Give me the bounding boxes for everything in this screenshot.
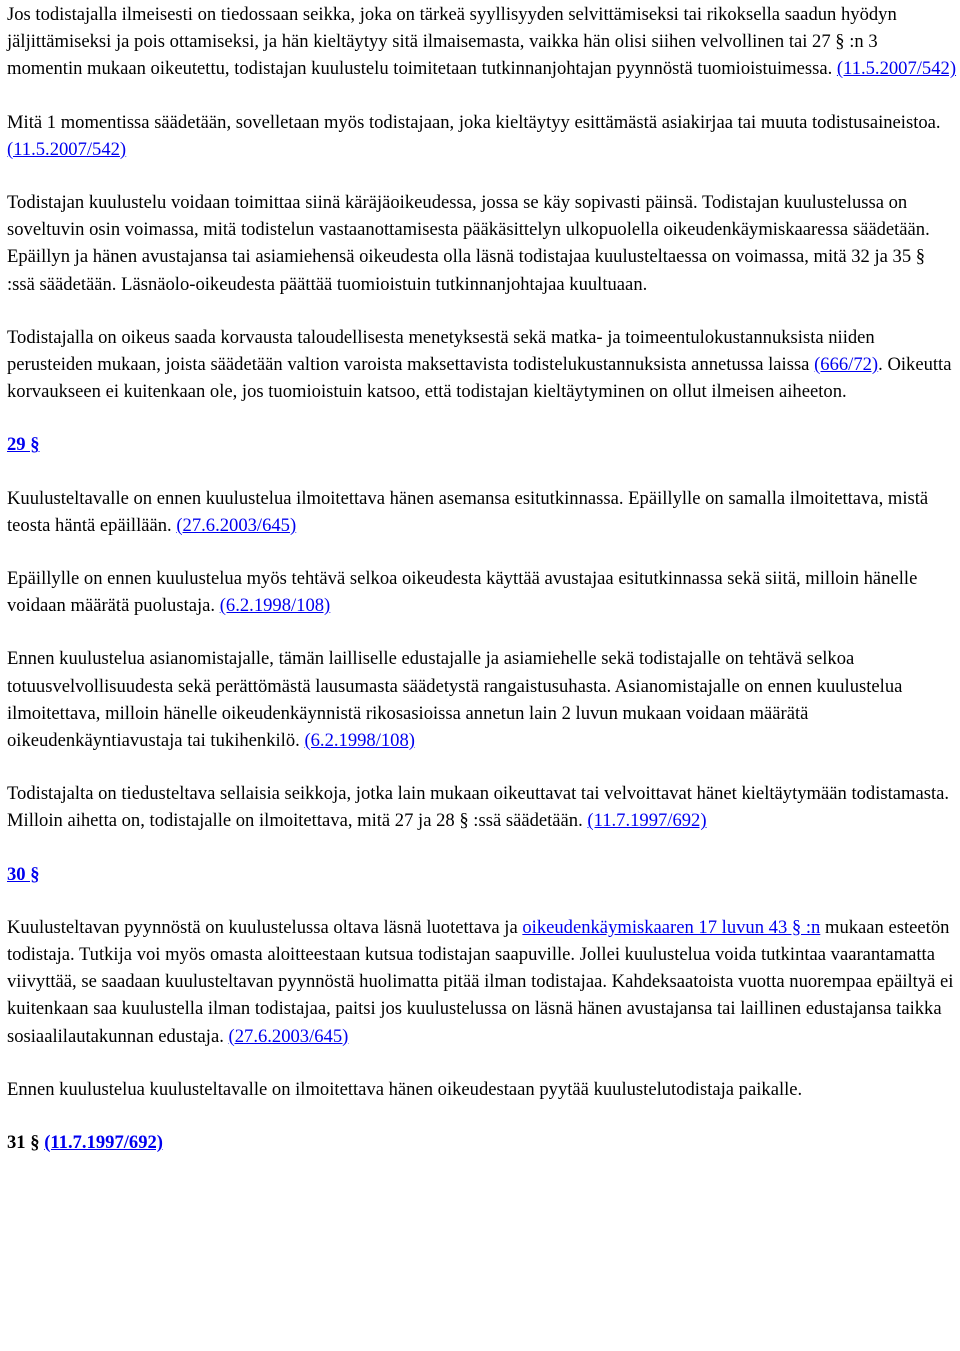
paragraph — [7, 485, 957, 539]
paragraph — [7, 780, 957, 834]
paragraph-text: Ennen kuulustelua asianomistajalle, tämän lailliselle edustajalle ja asiamiehelle sekä todistajalle on tehtävä selkoa totuusvelvollisuudesta sekä perättömästä lausumasta säädetystä rangaistusuhasta. Asianomistajalle on ennen kuulustelua ilmoitettava, milloin hänelle oikeudenkäynnistä rikosasioissa annetun lain 2 luvun mukaan voidaan määrätä oikeudenkäyntiavustaja tai tukihenkilö. — [7, 648, 903, 752]
paragraph-text: Todistajalla on oikeus saada korvausta taloudellisesta menetyksestä sekä matka- ja toimeentulokustannuksista niiden perusteiden mukaan, joista säädetään valtion varoista maksettavista todistelukustannuksista annetussa laissa — [7, 326, 875, 376]
paragraph-text: Kuulusteltavan pyynnöstä on kuulustelussa oltava läsnä luotettava ja — [7, 916, 518, 938]
section-heading-30 — [7, 861, 957, 888]
paragraph — [7, 324, 957, 406]
paragraph — [7, 1, 957, 83]
paragraph-text: mukaan esteetön todistaja. Tutkija voi myös omasta aloitteestaan kutsua todistajan saapuville. Jollei kuulustelua voida tutkintaa vaarantamatta viivyttää, se saadaan kuulusteltavan pyynnöstä huolimatta pitää ilman todistajaa. Kahdeksaatoista vuotta nuorempaa epäiltyä ei kuitenkaan saa kuulustella ilman todistajaa, paitsi jos kuulustelussa on läsnä hänen avustajansa tai laillinen edustajansa taikka sosiaalilautakunnan edustaja. — [7, 916, 954, 1047]
amendment-link[interactable]: (6.2.1998/108) — [219, 595, 331, 617]
amendment-link[interactable]: (27.6.2003/645) — [228, 1025, 349, 1047]
section-link-30[interactable]: 30 § — [7, 863, 40, 885]
section-link-29[interactable]: 29 § — [7, 434, 40, 456]
section-heading-29 — [7, 431, 957, 458]
paragraph-text: Kuulusteltavalle on ennen kuulustelua ilmoitettava hänen asemansa esitutkinnassa. Epäillylle on samalla ilmoitettava, mistä teosta häntä epäillään. — [7, 487, 929, 536]
paragraph-text: . Oikeutta korvaukseen ei kuitenkaan ole, jos tuomioistuin katsoo, että todistajan kieltäytyminen on ollut ilmeisen aiheeton. — [7, 354, 952, 403]
section-heading-31 — [7, 1129, 957, 1156]
paragraph-text: Jos todistajalla ilmeisesti on tiedossaan seikka, joka on tärkeä syyllisyyden selvittämiseksi tai rikoksella saadun hyödyn jäljittämiseksi ja pois ottamiseksi, ja hän kieltäytyy sitä ilmaisemasta, vaikka hän olisi siihen velvollinen tai 27 § :n 3 momentin mukaan oikeutettu, todistajan kuulustelu toimitetaan tutkinnanjohtajan pyynnöstä tuomioistuimessa. — [7, 4, 897, 80]
paragraph-text: Mitä 1 momentissa säädetään, sovelletaan myös todistajaan, joka kieltäytyy esittämästä asiakirjaa tai muuta todistusaineistoa. — [7, 111, 941, 133]
amendment-link[interactable]: (11.5.2007/542) — [836, 58, 957, 80]
paragraph-text: Todistajan kuulustelu voidaan toimittaa siinä käräjäoikeudessa, jossa se käy sopivasti päinsä. Todistajan kuulustelussa on soveltuvin osin voimassa, mitä todistelun vastaanottamisesta pääkäsittelyn ulkopuolella oikeudenkäymiskaaressa säädetään. Epäillyn ja hänen avustajansa tai asiamiehensä oikeudesta olla läsnä todistajaa kuulusteltaessa on voimassa, mitä 32 ja 35 § :ssä säädetään. Läsnäolo-oikeudesta päättää tuomioistuin tutkinnanjohtajaa kuultuaan. — [7, 192, 930, 295]
law-reference-link[interactable]: (666/72) — [814, 354, 879, 376]
paragraph-text: Todistajalta on tiedusteltava sellaisia seikkoja, jotka lain mukaan oikeuttavat tai velvoittavat hänet kieltäytymään todistamasta. Milloin aihetta on, todistajalle on ilmoitettava, mitä 27 ja 28 § :ssä säädetään. — [7, 783, 950, 832]
paragraph — [7, 109, 957, 163]
paragraph — [7, 645, 957, 754]
paragraph — [7, 914, 957, 1050]
amendment-link[interactable]: (27.6.2003/645) — [176, 514, 297, 536]
paragraph — [7, 565, 957, 619]
section-number-31: 31 § — [7, 1132, 40, 1154]
amendment-link[interactable]: (11.5.2007/542) — [7, 138, 127, 160]
paragraph — [7, 189, 957, 298]
paragraph-text: Ennen kuulustelua kuulusteltavalle on ilmoitettava hänen oikeudestaan pyytää kuulustelutodistaja paikalle. — [7, 1078, 803, 1100]
paragraph — [7, 1076, 957, 1103]
amendment-link[interactable]: (6.2.1998/108) — [304, 730, 415, 752]
paragraph-text: Epäillylle on ennen kuulustelua myös tehtävä selkoa oikeudesta käyttää avustajaa esitutkinnassa sekä siitä, milloin hänelle voidaan määrätä puolustaja. — [7, 568, 918, 617]
law-reference-link[interactable]: oikeudenkäymiskaaren 17 luvun 43 § :n — [522, 916, 821, 938]
amendment-link[interactable]: (11.7.1997/692) — [44, 1132, 163, 1154]
amendment-link[interactable]: (11.7.1997/692) — [587, 810, 707, 832]
